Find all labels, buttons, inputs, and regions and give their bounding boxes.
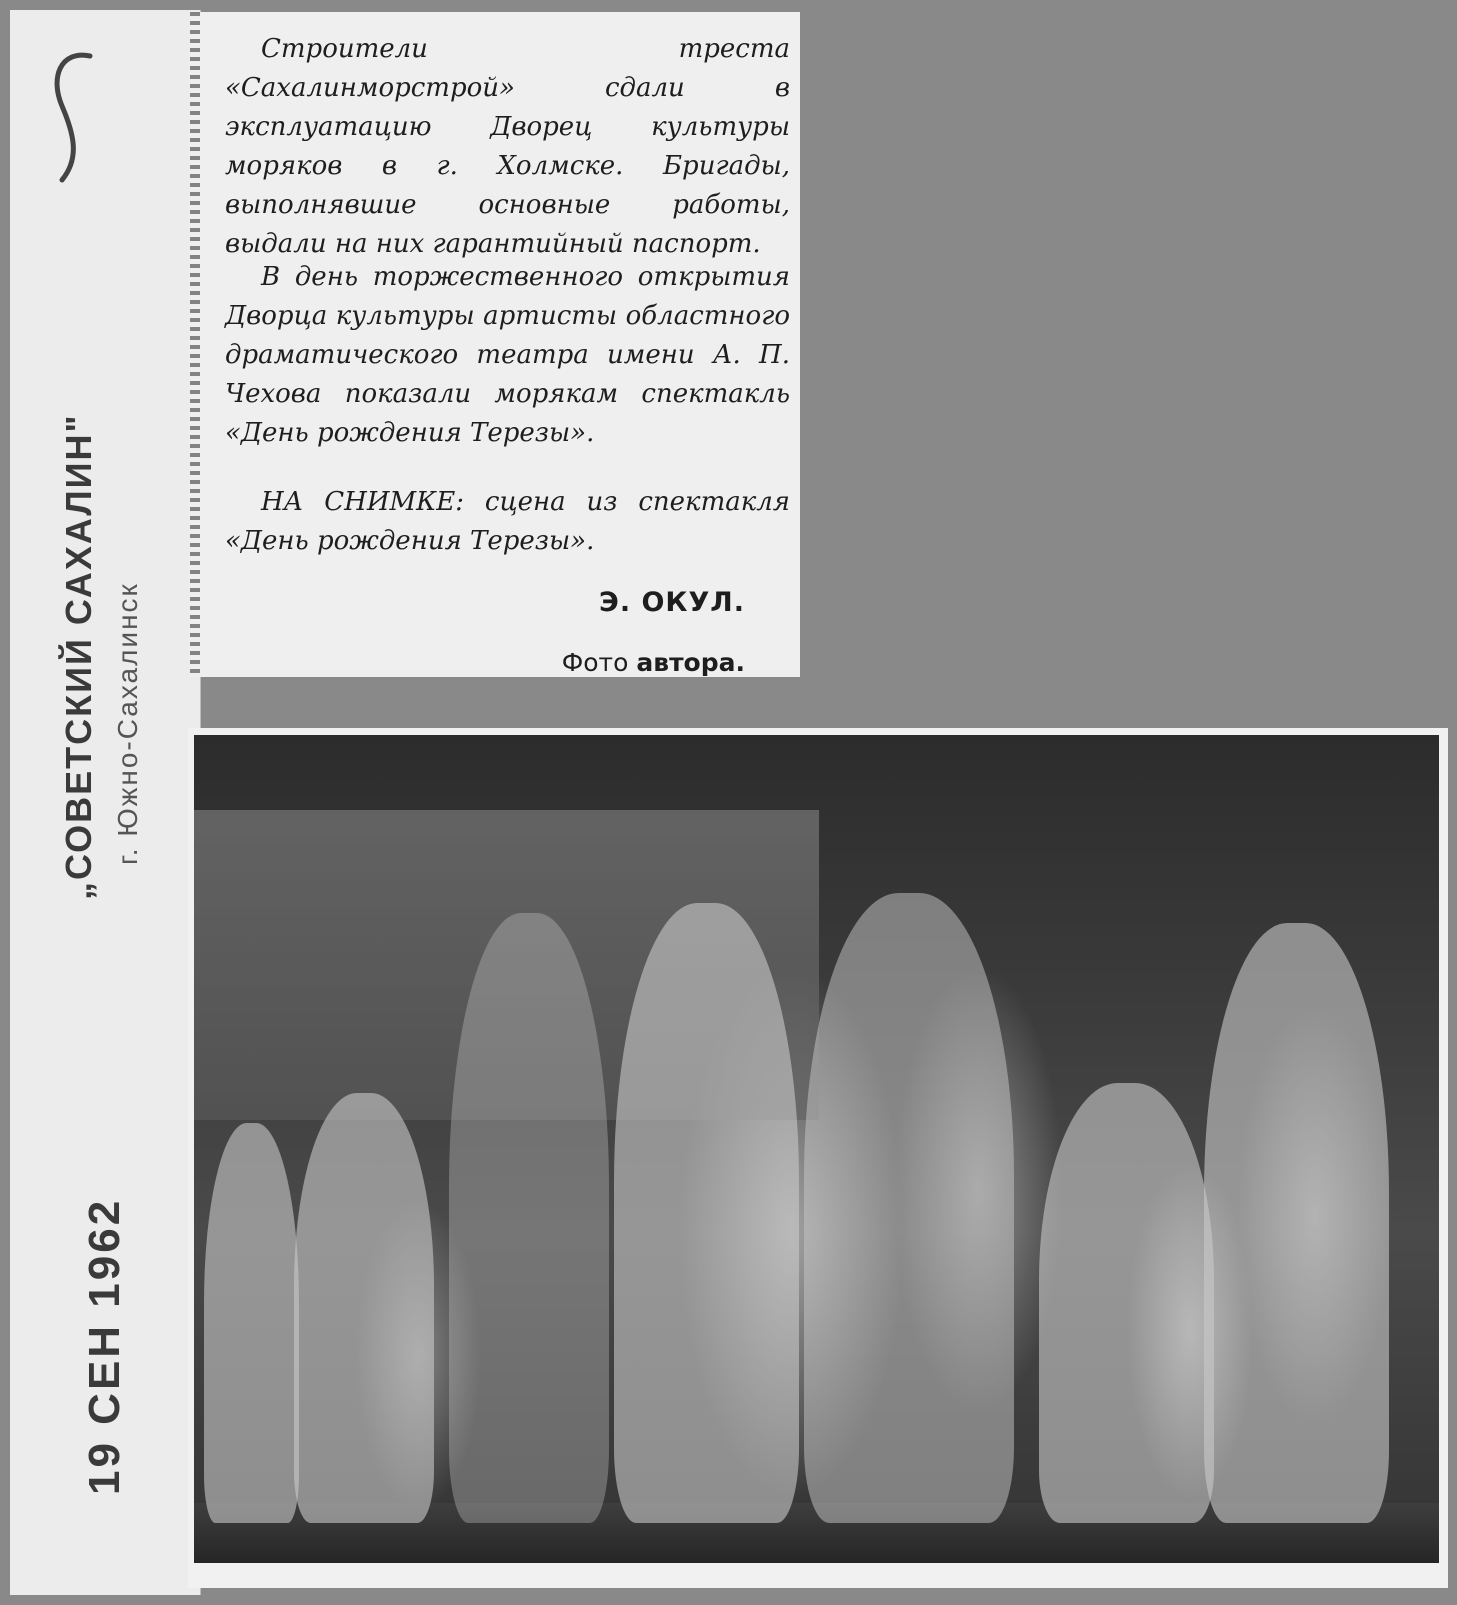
stamp-newspaper-name: „СОВЕТСКИЙ САХАЛИН" [58,413,99,900]
photo-credit-word-1: Фото [561,648,629,677]
actor-figure [804,893,1014,1523]
caption-text: сцена из спектакля «День рождения Терезы». [225,487,791,556]
photo-credit [400,648,745,677]
caption-lead: НА СНИМКЕ: [261,487,464,517]
article-paragraph-1: Строители треста «Сахалинморстрой» сдали в эксплуатацию Дворец культуры моряков в г. Холмске. Бригады, выполнявшие основные работы, выдали на них гарантийный паспорт. [225,34,790,259]
photo-credit-word-2: автора. [636,648,745,677]
archive-handwritten-mark-icon [40,48,100,188]
stamp-city: г. Южно-Сахалинск [112,582,143,865]
stage-scene-photo [194,735,1439,1563]
stamp-date: 19 СЕН 1962 [80,1197,129,1495]
actor-figure [204,1123,299,1523]
article-author: Э. ОКУЛ. [599,587,745,618]
actor-figure [449,913,609,1523]
actor-figure [1204,923,1389,1523]
photo-caption [225,483,790,561]
article-paragraph-2: В день торжественного открытия Дворца культуры артисты областного драматического театра имени А. П. Чехова показали морякам спектакль «День рождения Терезы». [225,262,790,448]
actor-figure [294,1093,434,1523]
actor-figure [614,903,799,1523]
actor-figure [1039,1083,1214,1523]
